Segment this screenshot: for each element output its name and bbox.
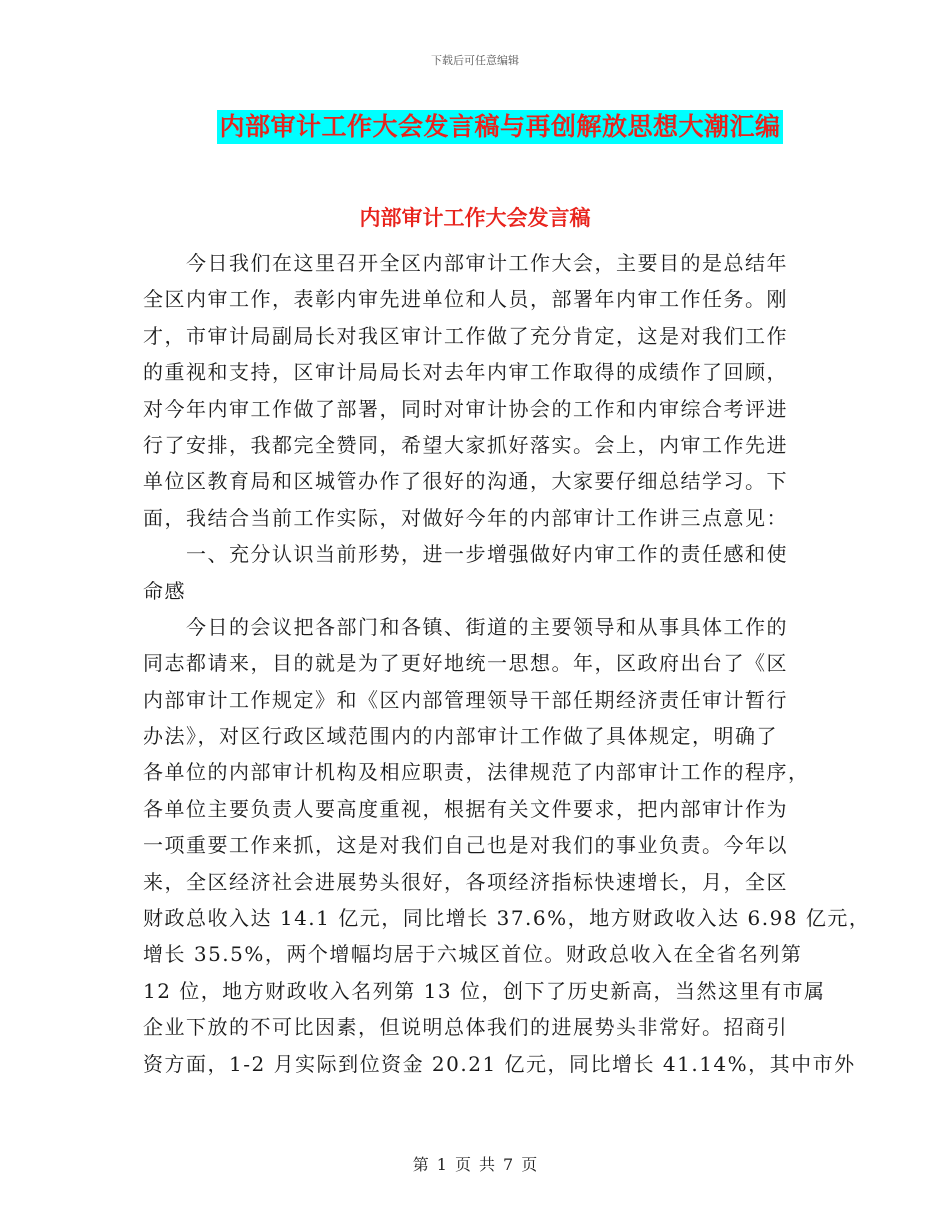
footer-total-word: 共: [479, 1155, 496, 1174]
page-footer: [0, 1152, 950, 1175]
body-line: 12 位，地方财政收入名列第 13 位，创下了历史新高，当然这里有市属: [143, 978, 826, 1003]
body-line: 全区内审工作，表彰内审先进单位和人员，部署年内审工作任务。刚: [143, 287, 788, 312]
header-note: 下载后可任意编辑: [431, 54, 519, 67]
body-line: 各单位主要负责人要高度重视，根据有关文件要求，把内部审计作为: [143, 796, 788, 821]
body-text: [143, 245, 871, 1082]
footer-page-word: 页: [454, 1155, 471, 1174]
sub-title: 内部审计工作大会发言稿: [359, 206, 591, 230]
body-line: 资方面，1-2 月实际到位资金 20.21 亿元，同比增长 41.14%，其中市外: [143, 1051, 856, 1076]
footer-suffix: 页: [521, 1155, 538, 1174]
section-heading-line: 一、充分认识当前形势，进一步增强做好内审工作的责任感和使: [143, 542, 788, 567]
body-line: 今日我们在这里召开全区内部审计工作大会，主要目的是总结年: [143, 251, 788, 275]
body-line: 财政总收入达 14.1 亿元，同比增长 37.6%，地方财政收入达 6.98 亿元，: [143, 906, 871, 931]
body-line: 行了安排，我都完全赞同，希望大家抓好落实。会上，内审工作先进: [143, 432, 788, 457]
body-line: 办法》，对区行政区域范围内的内部审计工作做了具体规定，明确了: [143, 724, 778, 749]
body-line: 的重视和支持，区审计局局长对去年内审工作取得的成绩作了回顾，: [143, 360, 788, 385]
body-line: 才，市审计局副局长对我区审计工作做了充分肯定，这是对我们工作: [143, 323, 788, 348]
body-line: 企业下放的不可比因素，但说明总体我们的进展势头非常好。招商引: [143, 1015, 788, 1040]
body-line: 内部审计工作规定》和《区内部管理领导干部任期经济责任审计暂行: [143, 687, 788, 712]
body-line: 同志都请来，目的就是为了更好地统一思想。年，区政府出台了《区: [143, 651, 788, 676]
body-line: 对今年内审工作做了部署，同时对审计协会的工作和内审综合考评进: [143, 396, 788, 421]
main-title: 内部审计工作大会发言稿与再创解放思想大潮汇编: [217, 110, 782, 144]
body-line: 来，全区经济社会进展势头很好，各项经济指标快速增长，月，全区: [143, 869, 788, 894]
page-current: 1: [436, 1155, 447, 1174]
body-line: 增长 35.5%，两个增幅均居于六城区首位。财政总收入在全省名列第: [143, 942, 803, 967]
page-total: 7: [503, 1155, 514, 1174]
footer-prefix: 第: [412, 1155, 429, 1174]
body-line: 各单位的内部审计机构及相应职责，法律规范了内部审计工作的程序，: [143, 760, 810, 785]
section-heading-line: 命感: [143, 578, 186, 603]
body-line: 面，我结合当前工作实际，对做好今年的内部审计工作讲三点意见：: [143, 505, 788, 530]
body-line: 单位区教育局和区城管办作了很好的沟通，大家要仔细总结学习。下: [143, 469, 788, 494]
body-line: 一项重要工作来抓，这是对我们自己也是对我们的事业负责。今年以: [143, 833, 788, 858]
body-line: 今日的会议把各部门和各镇、街道的主要领导和从事具体工作的: [143, 614, 788, 639]
main-title-wrap: [0, 110, 950, 144]
